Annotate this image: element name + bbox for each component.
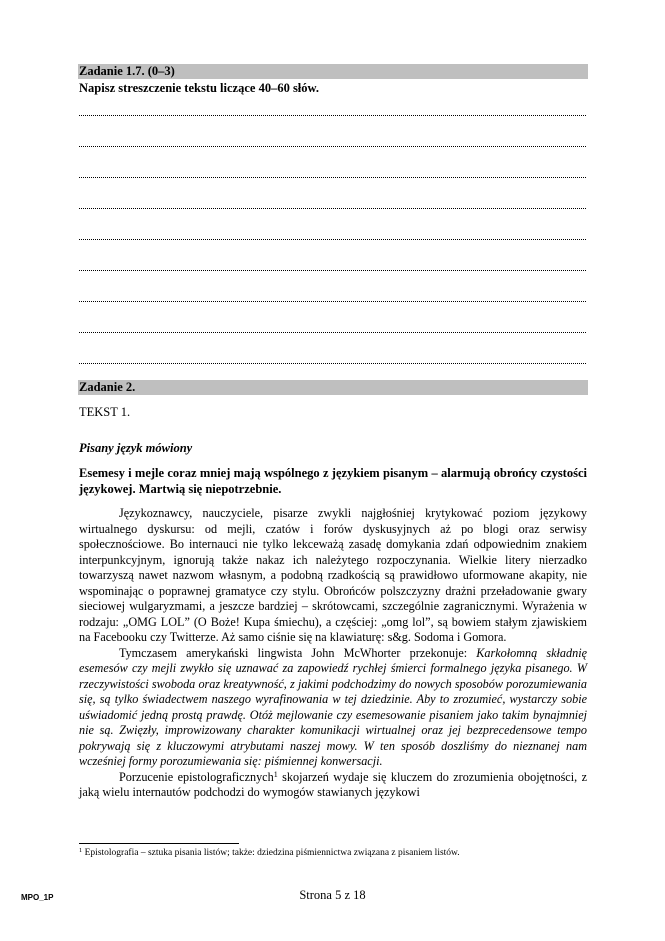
answer-line[interactable] bbox=[79, 208, 586, 209]
exam-code: MPO_1P bbox=[21, 893, 54, 902]
answer-line[interactable] bbox=[79, 239, 586, 240]
footnote-ref[interactable]: 1 bbox=[273, 769, 278, 779]
footnote-text: Epistolografia – sztuka pisania listów; także: dziedzina piśmiennictwa związana z pisaniem listów. bbox=[82, 848, 460, 858]
article-lead: Esemesy i mejle coraz mniej mają wspólnego z językiem pisanym – alarmują obrońcy czystości językowej. Martwią się niepotrzebnie. bbox=[79, 466, 587, 496]
paragraph-3-start: Porzucenie epistolograficznych bbox=[119, 769, 274, 784]
answer-line[interactable] bbox=[79, 363, 586, 364]
article-title: Pisany język mówiony bbox=[79, 441, 193, 455]
answer-line[interactable] bbox=[79, 177, 586, 178]
paragraph-2-intro: Tymczasem amerykański lingwista John McWhorter przekonuje: bbox=[119, 645, 477, 660]
answer-line[interactable] bbox=[79, 332, 586, 333]
task-1-7-instruction: Napisz streszczenie tekstu liczące 40–60 słów. bbox=[79, 81, 319, 95]
paragraph-2 bbox=[79, 646, 587, 770]
task-1-7-header: Zadanie 1.7. (0–3) bbox=[78, 64, 588, 79]
answer-line[interactable] bbox=[79, 115, 586, 116]
answer-line[interactable] bbox=[79, 270, 586, 271]
answer-line[interactable] bbox=[79, 146, 586, 147]
footnote bbox=[79, 848, 460, 858]
task-2-header: Zadanie 2. bbox=[78, 380, 588, 395]
footnote-number: 1 bbox=[79, 847, 83, 854]
page-number: Strona 5 z 18 bbox=[299, 888, 366, 902]
paragraph-1: Językoznawcy, nauczyciele, pisarze zwykli najgłośniej krytykować poziom językowy wirtualnego dyskursu: od mejli, czatów i forów dyskusyjnych aż po blogi oraz serwisy społecznościowe. Bo internauci nie tylko lekceważą zasadę domykania zdań odpowiednim znakiem interpunkcyjnym, ignorują także nakaz ich należytego rozpoczynania. Wielkie litery nierzadko towarzyszą nawet nazwom własnym, a podobną rzadkością są prawidłowo uformowane akapity, nie wspominając o poprawnej gramatyce czy stylu. Obrońców polszczyzny drażni przeładowanie gwary sieciowej wulgaryzmami, a jeszcze bardziej – skrótowcami, szczególnie zagranicznymi. Wyrażenia w rodzaju: „OMG LOL” (O Boże! Kupa śmiechu), a częściej: „omg lol”, są bowiem stałym zjawiskiem na Facebooku czy Twitterze. Aż samo ciśnie się na klawiaturę: s&g. Sodoma i Gomora. bbox=[79, 506, 587, 644]
answer-line[interactable] bbox=[79, 301, 586, 302]
mcwhorter-quote: Karkołomną składnię esemesów czy mejli zwykło się uznawać za zapowiedź rychłej śmierci formalnego języka pisanego. W rzeczywistości swoboda oraz kreatywność, z jakimi podchodzimy do nowych sposobów porozumiewania się, są tylko świadectwem naszego wyrafinowania w tej dziedzinie. Aby to zrozumieć, wystarczy sobie uświadomić jedną prostą prawdę. Otóż mejlowanie czy esemesowanie pisaniem jako takim bynajmniej nie są. Zwięzły, improwizowany charakter komunikacji wirtualnej oraz jej bezprecedensowe tempo pokrywają się z kluczowymi atrybutami naszej mowy. W ten sposób doszliśmy do nieznanej nam wcześniej formy porozumiewania się: piśmiennej konwersacji. bbox=[79, 645, 587, 768]
text-label: TEKST 1. bbox=[79, 405, 131, 419]
footnote-divider bbox=[79, 843, 239, 844]
paragraph-3 bbox=[79, 770, 587, 801]
article-body bbox=[79, 506, 587, 801]
paragraph-3-rest: skojarzeń wydaje się kluczem do zrozumienia obojętności, z jaką wielu internautów podchodzi do wymogów stawianych językowi bbox=[79, 769, 588, 799]
